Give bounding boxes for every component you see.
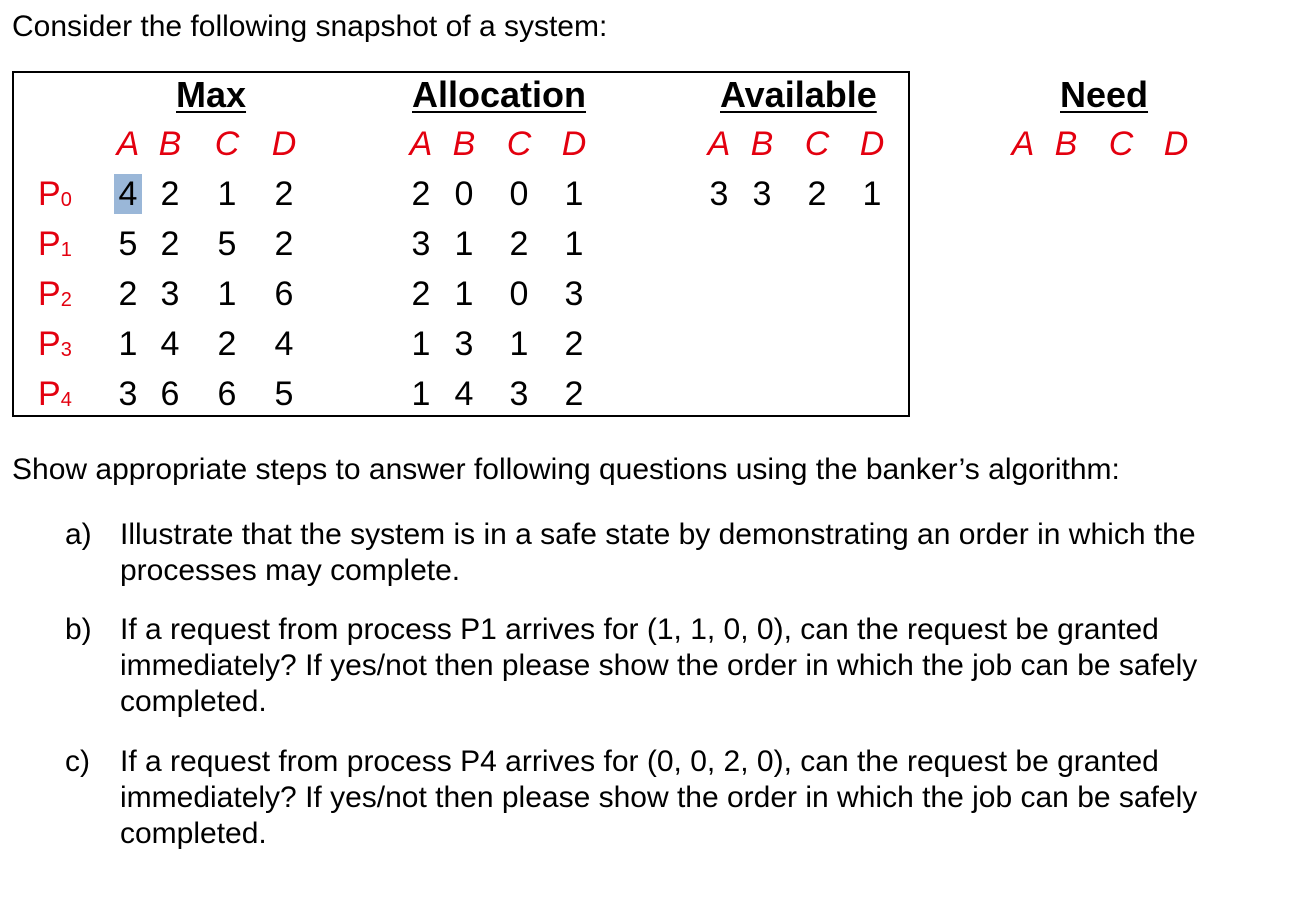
table-cell: 1 <box>564 225 584 263</box>
table-cell: 2 <box>564 375 584 413</box>
column-header: D <box>1163 125 1189 163</box>
instructions-text: Show appropriate steps to answer following questions using the banker’s algorithm: <box>12 453 1120 486</box>
table-cell: 2 <box>411 275 431 313</box>
table-cell: 5 <box>118 225 138 263</box>
table-cell: 2 <box>411 175 431 213</box>
column-header: C <box>506 125 532 163</box>
question-text: If a request from process P4 arrives for (0, 0, 2, 0), can the request be granted immediately? If yes/not then please show the order in which the job can be safely completed. <box>120 745 1198 850</box>
max-row-p3 <box>114 324 312 364</box>
max-row-p4 <box>114 374 312 414</box>
table-cell: 3 <box>752 175 772 213</box>
column-header: A <box>1011 125 1035 163</box>
table-cell: 4 <box>274 325 294 363</box>
table-cell: 1 <box>217 275 237 313</box>
allocation-row-p0 <box>406 174 602 214</box>
max-title: Max <box>176 74 247 115</box>
process-p0: $P_0$ <box>38 175 72 213</box>
process-p4: $P_4$ <box>38 375 72 413</box>
available-row <box>704 174 900 214</box>
process-p3: $P_3$ <box>38 325 72 363</box>
table-cell: 5 <box>274 375 294 413</box>
table-cell: 0 <box>509 275 529 313</box>
allocation-row-p1 <box>406 224 602 264</box>
column-header: D <box>561 125 587 163</box>
allocation-row-p2 <box>406 274 602 314</box>
table-cell: 1 <box>118 325 138 363</box>
table-cell: 0 <box>454 175 474 213</box>
available-title: Available <box>720 74 877 115</box>
column-header: C <box>214 125 240 163</box>
table-cell: 5 <box>217 225 237 263</box>
table-cell: 1 <box>411 325 431 363</box>
question-b <box>65 612 1265 720</box>
table-cell: 4 <box>114 174 142 214</box>
table-cell: 2 <box>274 175 294 213</box>
max-column-headers <box>114 124 312 164</box>
table-cell: 1 <box>509 325 529 363</box>
table-cell: 2 <box>807 175 827 213</box>
table-cell: 4 <box>454 375 474 413</box>
table-cell: 3 <box>160 275 180 313</box>
table-cell: 2 <box>564 325 584 363</box>
column-header: B <box>750 125 774 163</box>
table-cell: 2 <box>509 225 529 263</box>
table-cell: 0 <box>509 175 529 213</box>
table-cell: 3 <box>454 325 474 363</box>
process-p1: $P_1$ <box>38 225 72 263</box>
available-column-headers <box>704 124 900 164</box>
table-cell: 6 <box>217 375 237 413</box>
table-cell: 2 <box>160 225 180 263</box>
table-cell: 3 <box>709 175 729 213</box>
table-cell: 6 <box>274 275 294 313</box>
table-cell: 3 <box>564 275 584 313</box>
table-cell: 1 <box>862 175 882 213</box>
column-header: B <box>158 125 182 163</box>
allocation-row-p4 <box>406 374 602 414</box>
question-text: Illustrate that the system is in a safe state by demonstrating an order in which the processes may complete. <box>120 518 1196 587</box>
column-header: C <box>804 125 830 163</box>
table-cell: 2 <box>217 325 237 363</box>
column-header: A <box>707 125 731 163</box>
allocation-row-p3 <box>406 324 602 364</box>
table-cell: 1 <box>564 175 584 213</box>
table-cell: 3 <box>509 375 529 413</box>
table-cell: 6 <box>160 375 180 413</box>
column-header: A <box>116 125 140 163</box>
process-p2: $P_2$ <box>38 275 72 313</box>
column-header: D <box>271 125 297 163</box>
question-label: c) <box>65 745 90 778</box>
max-row-p1 <box>114 224 312 264</box>
max-row-p0 <box>114 174 312 214</box>
need-column-headers <box>1008 124 1204 164</box>
table-cell: 3 <box>118 375 138 413</box>
column-header: B <box>452 125 476 163</box>
table-cell: 1 <box>411 375 431 413</box>
table-cell: 4 <box>160 325 180 363</box>
table-cell: 3 <box>411 225 431 263</box>
allocation-column-headers <box>406 124 602 164</box>
need-title: Need <box>1060 74 1149 115</box>
question-c <box>65 744 1265 852</box>
column-header: B <box>1054 125 1078 163</box>
max-row-p2 <box>114 274 312 314</box>
question-text: If a request from process P1 arrives for (1, 1, 0, 0), can the request be granted immediately? If yes/not then please show the order in which the job can be safely completed. <box>120 613 1198 718</box>
table-cell: 2 <box>274 225 294 263</box>
table-cell: 1 <box>454 275 474 313</box>
table-cell: 2 <box>118 275 138 313</box>
table-cell: 1 <box>454 225 474 263</box>
column-header: D <box>859 125 885 163</box>
allocation-title: Allocation <box>412 74 587 115</box>
intro-text: Consider the following snapshot of a system: <box>12 10 608 43</box>
table-cell: 2 <box>160 175 180 213</box>
column-header: C <box>1108 125 1134 163</box>
question-label: a) <box>65 518 92 551</box>
question-label: b) <box>65 613 92 646</box>
column-header: A <box>409 125 433 163</box>
question-a <box>65 517 1265 589</box>
table-cell: 1 <box>217 175 237 213</box>
